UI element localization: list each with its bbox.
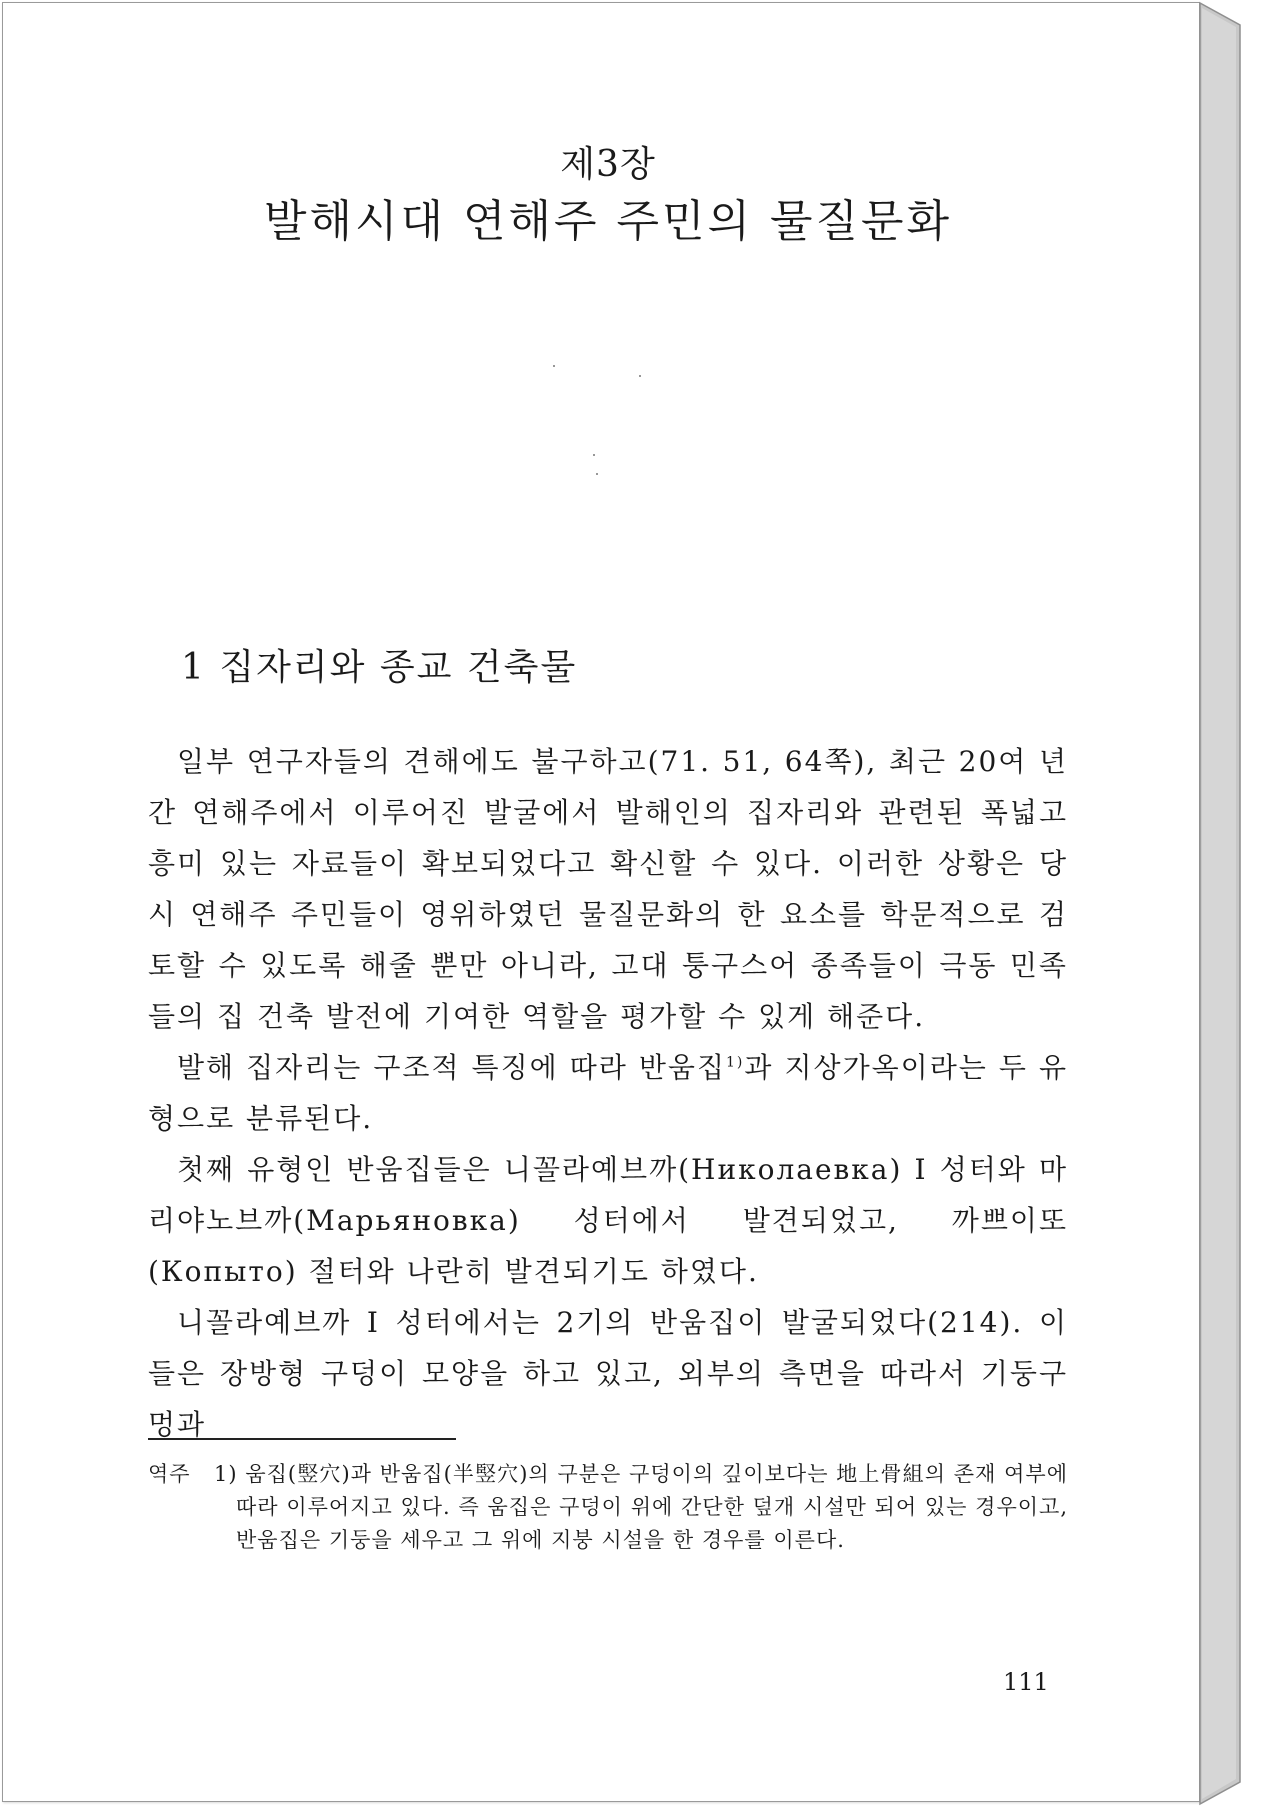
scan-speck bbox=[639, 375, 641, 377]
page-number: 111 bbox=[1003, 1668, 1049, 1696]
section-title: 1 집자리와 종교 건축물 bbox=[181, 647, 578, 688]
paragraph-text: 발해 집자리는 구조적 특징에 따라 반움집 bbox=[177, 1051, 727, 1084]
chapter-title: 발해시대 연해주 주민의 물질문화 bbox=[263, 196, 952, 247]
footnote-ref: 1) bbox=[726, 1054, 745, 1071]
scan-speck bbox=[593, 454, 595, 456]
paragraph-text: 과 지상가옥이라는 두 유형으로 분류된다. bbox=[148, 1051, 1068, 1135]
body-paragraph bbox=[148, 1144, 1068, 1297]
body-paragraph bbox=[148, 1297, 1068, 1450]
body-paragraph bbox=[148, 1042, 1068, 1144]
footnote-label: 역주 bbox=[148, 1462, 191, 1486]
paragraph-text: 첫째 유형인 반움집들은 니꼴라예브까(Николаевка) I 성터와 마리야노브까(Марьяновка) 성터에서 발견되었고, 까쁘이또(Копыто) 절터와 나란히 발견되기도 하였다. bbox=[148, 1153, 1068, 1288]
footnote-rule bbox=[148, 1438, 456, 1440]
footnote-text: 1) 움집(竪穴)과 반움집(半竪穴)의 구분은 구덩이의 깊이보다는 地上骨組의 존재 여부에 따라 이루어지고 있다. 즉 움집은 구덩이 위에 간단한 덮개 시설만 되어 있는 경우이고, 반움집은 기둥을 세우고 그 위에 지붕 시설을 한 경우를 이른다. bbox=[214, 1462, 1068, 1552]
body-paragraph bbox=[148, 736, 1068, 1042]
paragraph-text: 니꼴라예브까 I 성터에서는 2기의 반움집이 발굴되었다(214). 이들은 장방형 구덩이 모양을 하고 있고, 외부의 측면을 따라서 기둥구멍과 bbox=[148, 1306, 1068, 1441]
scan-speck bbox=[596, 473, 598, 475]
footnote bbox=[148, 1458, 1068, 1557]
body-text bbox=[148, 736, 1068, 1450]
page-sheet bbox=[2, 2, 1200, 1802]
chapter-number: 제3장 bbox=[560, 144, 656, 185]
scan-speck bbox=[553, 365, 555, 367]
paragraph-text: 일부 연구자들의 견해에도 불구하고(71. 51, 64쪽), 최근 20여 년간 연해주에서 이루어진 발굴에서 발해인의 집자리와 관련된 폭넓고 흥미 있는 자료들이 확보되었다고 확신할 수 있다. 이러한 상황은 당시 연해주 주민들이 영위하였던 물질문화의 한 요소를 학문적으로 검토할 수 있도록 해줄 뿐만 아니라, 고대 퉁구스어 종족들이 극동 민족들의 집 건축 발전에 기여한 역할을 평가할 수 있게 해준다. bbox=[148, 745, 1068, 1033]
